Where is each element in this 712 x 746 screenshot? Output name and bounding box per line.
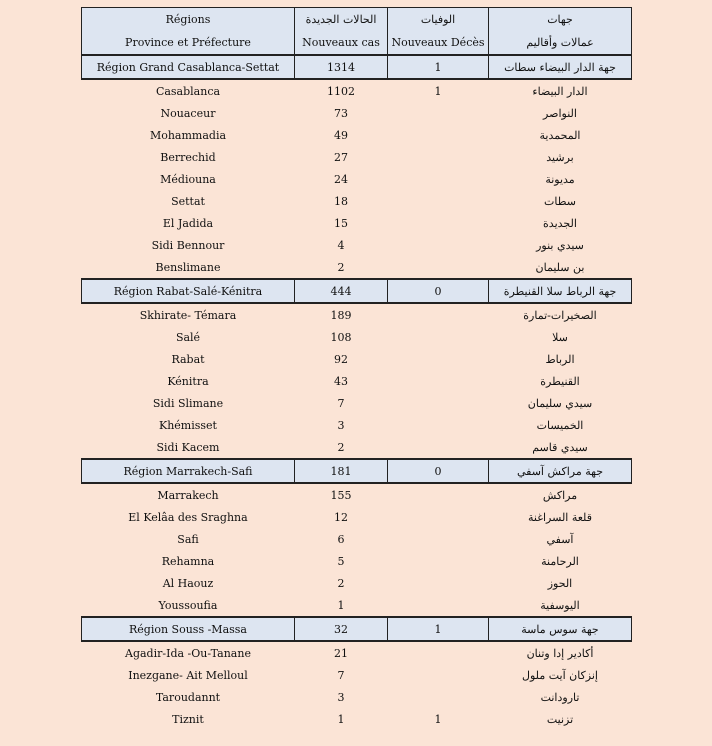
new-cases-cell: 3 [337,418,345,432]
region-row [82,55,632,79]
name-cell: Kénitra [167,374,209,388]
table-row [82,102,632,124]
new-cases-cell: 2 [337,576,345,590]
new-cases-cell: 49 [334,128,348,142]
name-cell: Rabat [171,352,205,366]
new-cases-cell: 3 [337,690,345,704]
name-cell: Youssoufia [158,598,218,612]
name-cell: Al Haouz [162,576,214,590]
new-cases-cell: 5 [337,554,345,568]
new-deaths-cell: 0 [388,459,489,483]
new-cases-cell: 15 [334,216,348,230]
name-ar-cell: جهة مراكش آسفي [489,459,632,483]
name-ar-cell: سلا [552,330,568,344]
name-ar-cell: الرحامنة [541,554,579,568]
table-row [82,528,632,550]
name-cell: Région Grand Casablanca-Settat [82,55,295,79]
new-cases-cell: 444 [295,279,388,303]
name-ar-cell: بن سليمان [535,260,585,274]
header-deaths-ar: الوفيات [388,8,489,32]
name-ar-cell: سيدي قاسم [532,440,588,454]
new-deaths-cell [388,392,489,414]
header-new-deaths: Nouveaux Décès [388,31,489,55]
name-cell: Benslimane [155,260,221,274]
name-ar-cell: مراكش [542,488,578,502]
header-regions-ar: جهات [489,8,632,32]
name-ar-cell: الخميسات [536,418,584,432]
name-cell: Région Marrakech-Safi [82,459,295,483]
new-deaths-cell [388,414,489,436]
name-cell: El Jadida [162,216,214,230]
name-cell: Mohammadia [149,128,227,142]
name-ar-cell: الجديدة [543,216,577,230]
name-ar-cell: الحوز [547,576,573,590]
new-deaths-cell [388,370,489,392]
table-body [82,8,632,731]
name-cell: Taroudannt [155,690,221,704]
new-deaths-cell [388,326,489,348]
header-row-2 [82,31,632,55]
new-deaths-cell [388,303,489,326]
table-row [82,483,632,506]
new-deaths-cell [388,572,489,594]
table-row [82,212,632,234]
name-ar-cell: قلعة السراغنة [528,510,592,524]
new-cases-cell: 12 [334,510,348,524]
new-cases-cell: 108 [330,330,352,344]
name-cell: Sidi Slimane [152,396,224,410]
name-ar-cell: أكادير إدا وتنان [526,646,594,660]
name-ar-cell: الدار البيضاء [532,84,588,98]
table-row [82,708,632,730]
name-cell: Tiznit [172,712,204,726]
new-cases-cell: 27 [334,150,348,164]
name-cell: Sidi Bennour [151,238,225,252]
new-deaths-cell [388,686,489,708]
table-row [82,190,632,212]
new-cases-cell: 1 [337,712,345,726]
new-cases-cell: 1102 [327,84,355,98]
name-ar-cell: تزنيت [546,712,574,726]
header-regions: Régions [82,8,295,32]
header-new-cases: Nouveaux cas [295,31,388,55]
table-row [82,79,632,102]
table-row [82,572,632,594]
name-ar-cell: آسفي [546,532,574,546]
name-cell: Marrakech [157,488,219,502]
new-deaths-cell [388,168,489,190]
new-cases-cell: 181 [295,459,388,483]
new-deaths-cell [388,190,489,212]
table-row [82,370,632,392]
table-row [82,686,632,708]
new-deaths-cell [388,348,489,370]
name-ar-cell: القنيطرة [540,374,580,388]
name-ar-cell: سيدي بنور [536,238,584,252]
new-deaths-cell [388,664,489,686]
name-cell: Sidi Kacem [156,440,220,454]
new-deaths-cell [388,234,489,256]
name-cell: Agadir-Ida -Ou-Tanane [125,646,251,660]
header-row-1 [82,8,632,32]
name-ar-cell: الصخيرات-تمارة [523,308,597,322]
table-row [82,146,632,168]
new-cases-cell: 189 [330,308,352,322]
covid-cases-table [81,7,632,730]
name-cell: Safi [177,532,199,546]
name-ar-cell: مديونة [545,172,575,186]
new-deaths-cell: 0 [388,279,489,303]
name-ar-cell: جهة الدار البيضاء سطات [489,55,632,79]
name-ar-cell: سطات [544,194,576,208]
name-cell: Khémisset [159,418,217,432]
header-provinces-ar: عمالات وأقاليم [489,31,632,55]
new-deaths-cell [388,256,489,279]
new-deaths-cell [388,594,489,617]
table-row [82,414,632,436]
new-deaths-cell [388,528,489,550]
new-deaths-cell: 1 [388,55,489,79]
new-deaths-cell [388,550,489,572]
new-cases-cell: 7 [337,396,345,410]
name-ar-cell: سيدي سليمان [527,396,593,410]
new-cases-cell: 73 [334,106,348,120]
name-ar-cell: تارودانت [540,690,580,704]
table-row [82,550,632,572]
new-cases-cell: 6 [337,532,345,546]
new-deaths-cell: 1 [434,712,442,726]
name-ar-cell: جهة سوس ماسة [489,617,632,641]
new-deaths-cell [388,641,489,664]
table-row [82,168,632,190]
name-ar-cell: اليوسفية [540,598,580,612]
header-province: Province et Préfecture [82,31,295,55]
new-cases-cell: 43 [334,374,348,388]
new-deaths-cell [388,483,489,506]
table-row [82,641,632,664]
table-row [82,326,632,348]
new-cases-cell: 32 [295,617,388,641]
name-cell: Berrechid [160,150,216,164]
name-cell: Salé [175,330,201,344]
new-cases-cell: 2 [337,260,345,274]
name-cell: Settat [171,194,205,208]
name-cell: Région Rabat-Salé-Kénitra [82,279,295,303]
new-cases-cell: 21 [334,646,348,660]
new-deaths-cell [388,436,489,459]
region-row [82,279,632,303]
table-row [82,256,632,279]
name-ar-cell: الرباط [545,352,575,366]
new-cases-cell: 18 [334,194,348,208]
region-row [82,617,632,641]
new-deaths-cell: 1 [388,617,489,641]
table-row [82,348,632,370]
name-ar-cell: برشيد [546,150,574,164]
table-row [82,124,632,146]
name-cell: Nouaceur [160,106,216,120]
name-ar-cell: جهة الرباط سلا القنيطرة [489,279,632,303]
new-cases-cell: 7 [337,668,345,682]
new-deaths-cell [388,124,489,146]
name-ar-cell: النواصر [543,106,577,120]
new-cases-cell: 1 [337,598,345,612]
new-cases-cell: 1314 [295,55,388,79]
name-cell: El Kelâa des Sraghna [128,510,248,524]
new-deaths-cell [388,102,489,124]
name-cell: Rehamna [161,554,215,568]
new-cases-cell: 4 [337,238,345,252]
new-deaths-cell [388,146,489,168]
name-cell: Skhirate- Témara [139,308,237,322]
new-deaths-cell [388,212,489,234]
table-row [82,303,632,326]
table-row [82,234,632,256]
table-row [82,506,632,528]
name-cell: Médiouna [160,172,216,186]
new-deaths-cell [388,506,489,528]
name-ar-cell: إنزكان آيت ملول [522,668,598,682]
name-cell: Casablanca [155,84,221,98]
name-ar-cell: المحمدية [539,128,581,142]
name-cell: Région Souss -Massa [82,617,295,641]
new-deaths-cell: 1 [434,84,442,98]
table-row [82,392,632,414]
region-row [82,459,632,483]
table-row [82,594,632,617]
new-cases-cell: 92 [334,352,348,366]
table-row [82,664,632,686]
name-cell: Inezgane- Ait Melloul [128,668,248,682]
new-cases-cell: 155 [330,488,352,502]
new-cases-cell: 2 [337,440,345,454]
table-row [82,436,632,459]
header-new-cases-ar: الحالات الجديدة [295,8,388,32]
new-cases-cell: 24 [334,172,348,186]
